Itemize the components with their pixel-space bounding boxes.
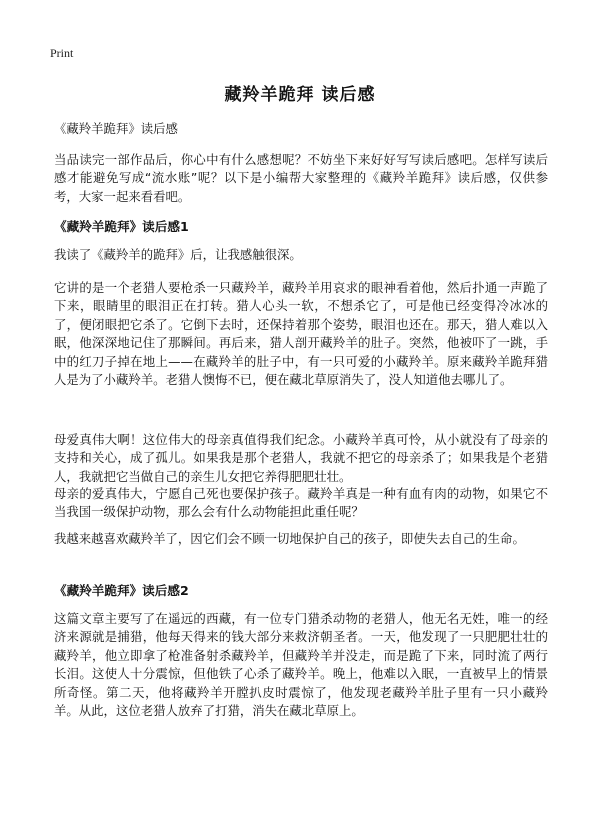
- section-2-paragraph-1: 这篇文章主要写了在遥远的西藏，有一位专门猎杀动物的老猎人，他无名无姓，唯一的经济来源就是捕猎，他每天得来的钱大部分来救济朝圣者。一天，他发现了一只肥肥壮壮的藏羚羊，他立即拿了枪准备射杀藏羚羊，但藏羚羊并没走，而是跪了下来，同时流了两行长泪。这使人十分震惊，但他铁了心杀了藏羚羊。晚上，他难以入眠，一直被早上的情景所奇怪。第二天，他将藏羚羊开膛扒皮时震惊了，他发现老藏羚羊肚子里有一只小藏羚羊。从此，这位老猎人放弃了打猎，消失在藏北草原上。: [54, 611, 548, 719]
- section-1-paragraph-5: 我越来越喜欢藏羚羊了，因它们会不顾一切地保护自己的孩子，即使失去自己的生命。: [54, 531, 525, 546]
- section-1-paragraph-2: 它讲的是一个老猎人要枪杀一只藏羚羊，藏羚羊用哀求的眼神看着他，然后扑通一声跪了下来，眼睛里的眼泪正在打转。猎人心头一软，不想杀它了，可是他已经变得冷冰冰的了，便闭眼把它杀了。它倒下去时，还保持着那个姿势，眼泪也还在。那天，猎人难以入眠，他深深地记住了那瞬间。再后来，猎人剖开藏羚羊的肚子。突然，他被吓了一跳，手中的红刀子掉在地上——在藏羚羊的肚子中，有一只可爱的小藏羚羊。原来藏羚羊跪拜猎人是为了小藏羚羊。老猎人懊悔不已，便在藏北草原消失了，没人知道他去哪儿了。: [54, 280, 548, 388]
- section-1-paragraph-4: 母亲的爱真伟大，宁愿自己死也要保护孩子。藏羚羊真是一种有血有肉的动物，如果它不当我国一级保护动物，那么会有什么动物能担此重任呢？: [54, 486, 548, 520]
- intro-paragraph: 当品读完一部作品后，你心中有什么感想呢？不妨坐下来好好写写读后感吧。怎样写读后感才能避免写成“流水账”呢？以下是小编帮大家整理的《藏羚羊跪拜》读后感，仅供参考，大家一起来看看吧。: [54, 152, 548, 204]
- section-heading-2: 《藏羚羊跪拜》读后感2: [54, 583, 189, 598]
- section-heading-1: 《藏羚羊跪拜》读后感1: [54, 219, 189, 234]
- document-title: 藏羚羊跪拜 读后感: [224, 85, 376, 105]
- section-1-paragraph-1: 我读了《藏羚羊的跪拜》后，让我感触很深。: [54, 247, 302, 262]
- section-1-paragraph-3: 母爱真伟大啊！这位伟大的母亲真值得我们纪念。小藏羚羊真可怜，从小就没有了母亲的支持和关心，成了孤儿。如果我是那个老猎人，我就不把它的母亲杀了；如果我是个老猎人，我就把它当做自己的亲生儿女把它养得肥肥壮壮。: [54, 432, 548, 484]
- subtitle: 《藏羚羊跪拜》读后感: [54, 121, 178, 136]
- print-link[interactable]: Print: [50, 46, 74, 60]
